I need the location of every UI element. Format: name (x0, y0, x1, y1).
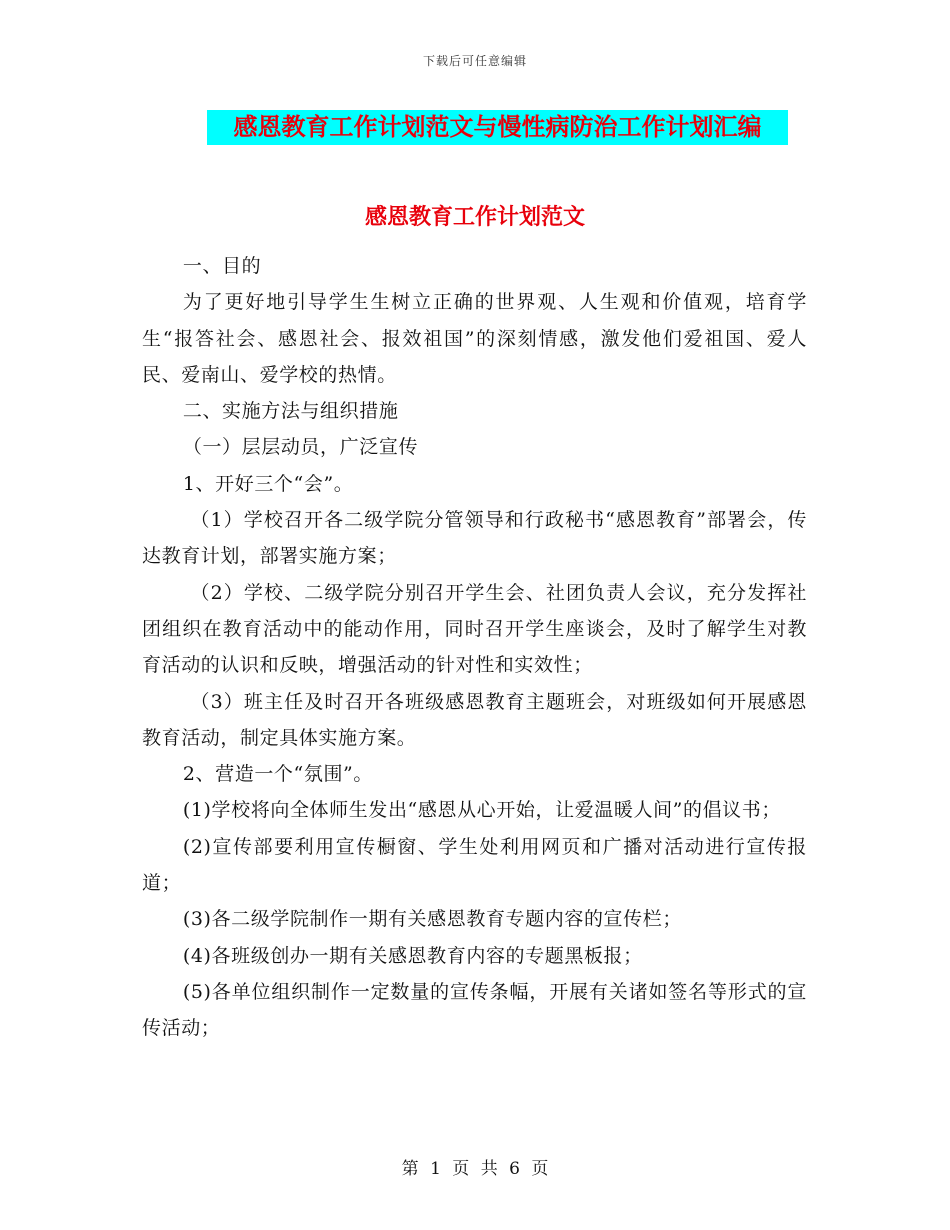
heading-mobilize: （一）层层动员，广泛宣传 (182, 436, 419, 459)
atmosphere-item-4: (4)各班级创办一期有关感恩教育内容的专题黑板报； (182, 944, 643, 967)
heading-methods: 二、实施方法与组织措施 (182, 400, 399, 423)
header-note: 下载后可任意编辑 (422, 54, 527, 68)
heading-purpose: 一、目的 (182, 255, 262, 277)
meeting-item-1: （1）学校召开各二级学院分管领导和行政秘书“感恩教育”部署会，传达教育计划，部署实施方案； (142, 509, 807, 568)
main-title: 感恩教育工作计划范文与慢性病防治工作计划汇编 (233, 113, 762, 141)
atmosphere-item-2: (2)宣传部要利用宣传橱窗、学生处利用网页和广播对活动进行宣传报道； (142, 835, 807, 895)
meeting-item-2: （2）学校、二级学院分别召开学生会、社团负责人会议，充分发挥社团组织在教育活动中的能动作用，同时召开学生座谈会，及时了解学生对教育活动的认识和反映，增强活动的针对性和实效性； (142, 581, 807, 677)
item-atmosphere: 2、营造一个“氛围”。 (182, 763, 373, 786)
meeting-item-3: （3）班主任及时召开各班级感恩教育主题班会，对班级如何开展感恩教育活动，制定具体实施方案。 (142, 690, 807, 749)
item-three-meetings: 1、开好三个“会”。 (182, 472, 354, 495)
atmosphere-item-5: (5)各单位组织制作一定数量的宣传条幅，开展有关诸如签名等形式的宣传活动； (142, 980, 807, 1040)
page-footer: 第 1 页 共 6 页 (401, 1159, 549, 1179)
atmosphere-item-1: (1)学校将向全体师生发出“感恩从心开始，让爱温暖人间”的倡议书； (182, 799, 781, 822)
body-text (142, 248, 807, 1047)
paragraph-purpose: 为了更好地引导学生生树立正确的世界观、人生观和价值观，培育学生“报答社会、感恩社会、报效祖国”的深刻情感，激发他们爱祖国、爱人民、爱南山、爱学校的热情。 (142, 291, 807, 386)
section-title: 感恩教育工作计划范文 (364, 205, 585, 230)
atmosphere-item-3: (3)各二级学院制作一期有关感恩教育专题内容的宣传栏； (182, 908, 682, 931)
main-title-highlight (207, 110, 788, 145)
